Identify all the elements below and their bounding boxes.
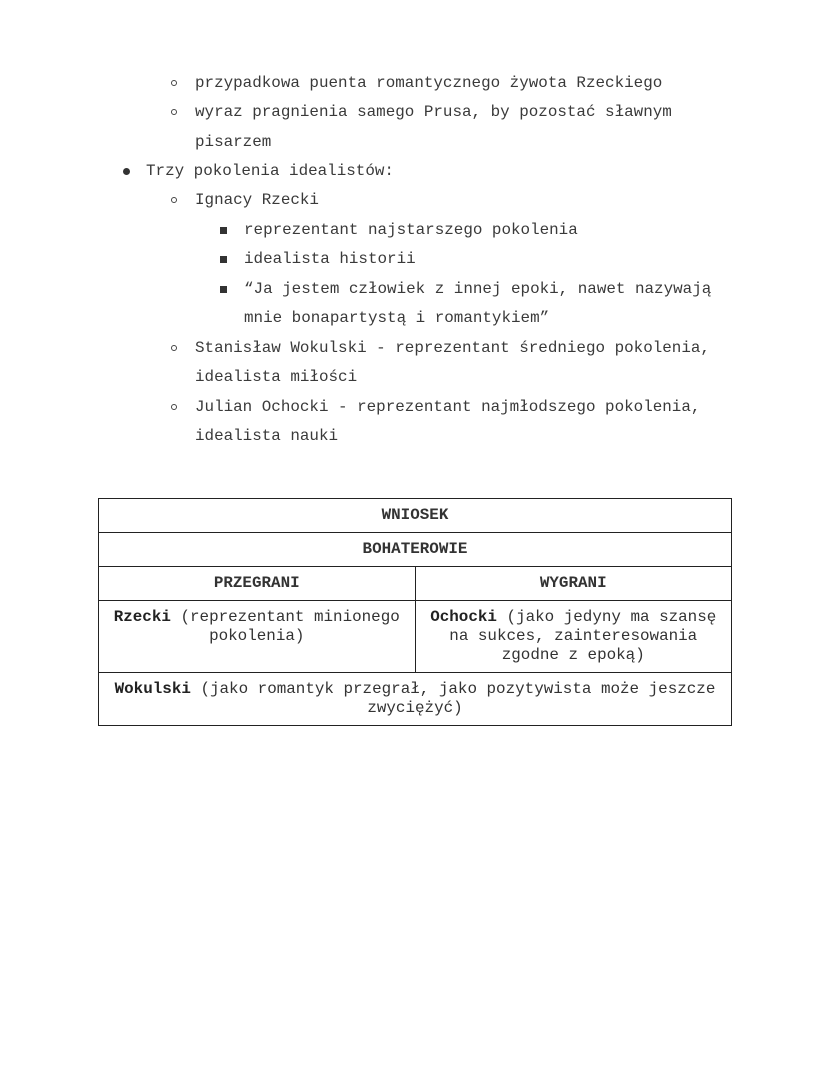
table-title: WNIOSEK [99, 499, 732, 533]
list-item-continuation: idealista nauki [195, 427, 339, 445]
winners-cell [415, 601, 732, 673]
list-item-continuation: pisarzem [195, 133, 272, 151]
list-item: reprezentant najstarszego pokolenia [244, 221, 578, 239]
losers-cell [99, 601, 416, 673]
character-name: Ochocki [430, 608, 497, 626]
list-item: wyraz pragnienia samego Prusa, by pozostać sławnym [195, 103, 672, 121]
list-item-continuation: idealista miłości [195, 368, 358, 386]
character-description: (jako romantyk przegrał, jako pozytywista może jeszcze zwyciężyć) [190, 680, 716, 717]
circle-bullet-icon [171, 197, 177, 203]
square-bullet-icon [220, 256, 227, 263]
column-header-winners: WYGRANI [415, 567, 732, 601]
column-header-losers: PRZEGRANI [99, 567, 416, 601]
circle-bullet-icon [171, 345, 177, 351]
circle-bullet-icon [171, 80, 177, 86]
disc-bullet-icon [123, 168, 130, 175]
list-item: “Ja jestem człowiek z innej epoki, nawet nazywają [244, 280, 712, 298]
list-item: Ignacy Rzecki [195, 191, 319, 209]
circle-bullet-icon [171, 109, 177, 115]
conclusion-table [98, 498, 732, 726]
character-name: Rzecki [113, 608, 171, 626]
character-name: Wokulski [114, 680, 191, 698]
list-item: idealista historii [244, 250, 416, 268]
character-description: (reprezentant minionego pokolenia) [170, 608, 400, 645]
mixed-cell [99, 673, 732, 726]
square-bullet-icon [220, 286, 227, 293]
table-subtitle: BOHATEROWIE [99, 533, 732, 567]
list-item: przypadkowa puenta romantycznego żywota Rzeckiego [195, 74, 663, 92]
square-bullet-icon [220, 227, 227, 234]
character-description: (jako jedyny ma szansę na sukces, zainteresowania zgodne z epoką) [449, 608, 717, 664]
list-item: Stanisław Wokulski - reprezentant średniego pokolenia, [195, 339, 710, 357]
list-item-heading: Trzy pokolenia idealistów: [146, 162, 394, 180]
list-item-continuation: mnie bonapartystą i romantykiem” [244, 309, 550, 327]
list-item: Julian Ochocki - reprezentant najmłodszego pokolenia, [195, 398, 701, 416]
circle-bullet-icon [171, 404, 177, 410]
